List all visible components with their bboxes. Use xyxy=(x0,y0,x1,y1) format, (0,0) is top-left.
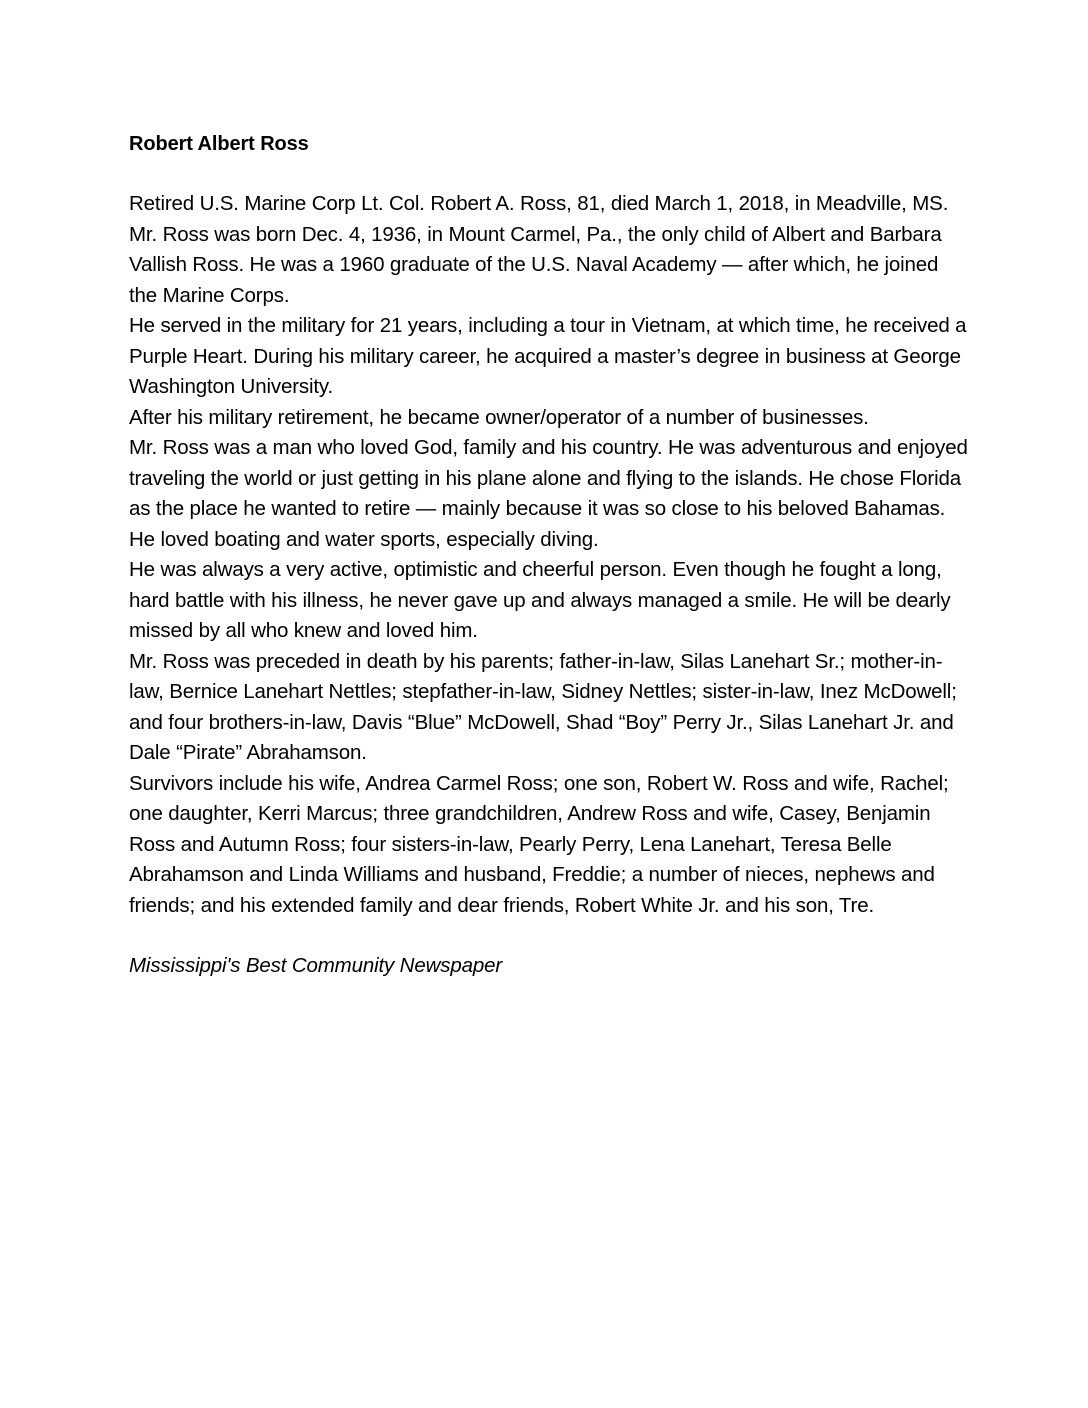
paragraph-military: He served in the military for 21 years, including a tour in Vietnam, at which time, he received a Purple Heart. During his military career, he acquired a master’s degree in business at George Washington University. xyxy=(129,314,967,398)
document-title: Robert Albert Ross xyxy=(129,133,309,155)
paragraph-survivors: Survivors include his wife, Andrea Carmel Ross; one son, Robert W. Ross and wife, Rachel; one daughter, Kerri Marcus; three grandchildren, Andrew Ross and wife, Casey, Benjamin Ross and Autumn Ross; four sisters-in-law, Pearly Perry, Lena Lanehart, Teresa Belle Abrahamson and Linda Williams and husband, Freddie; a number of nieces, nephews and friends; and his extended family and dear friends, Robert White Jr. and his son, Tre. xyxy=(129,771,949,917)
paragraph-business: After his military retirement, he became owner/operator of a number of businesses. xyxy=(129,405,869,429)
paragraph-character: Mr. Ross was a man who loved God, family and his country. He was adventurous and enjoyed traveling the world or just getting in his plane alone and flying to the islands. He chose Florida as the place he wanted to retire — mainly because it was so close to his beloved Bahamas. He loved boating and water sports, especially diving. xyxy=(129,436,968,551)
paragraph-personality: He was always a very active, optimistic and cheerful person. Even though he fought a long, hard battle with his illness, he never gave up and always managed a smile. He will be dearly missed by all who knew and loved him. xyxy=(129,558,951,642)
paragraph-preceded: Mr. Ross was preceded in death by his parents; father-in-law, Silas Lanehart Sr.; mother-in-law, Bernice Lanehart Nettles; stepfather-in-law, Sidney Nettles; sister-in-law, Inez McDowell; and four brothers-in-law, Davis “Blue” McDowell, Shad “Boy” Perry Jr., Silas Lanehart Jr. and Dale “Pirate” Abrahamson. xyxy=(129,649,957,764)
document-page xyxy=(129,129,969,981)
paragraph-birth: Mr. Ross was born Dec. 4, 1936, in Mount Carmel, Pa., the only child of Albert and Barbara Vallish Ross. He was a 1960 graduate of the U.S. Naval Academy — after which, he joined the Marine Corps. xyxy=(129,222,942,307)
document-body xyxy=(129,189,969,921)
newspaper-credit: Mississippi's Best Community Newspaper xyxy=(129,954,503,977)
paragraph-death-notice: Retired U.S. Marine Corp Lt. Col. Robert A. Ross, 81, died March 1, 2018, in Meadville, MS. xyxy=(129,192,949,215)
